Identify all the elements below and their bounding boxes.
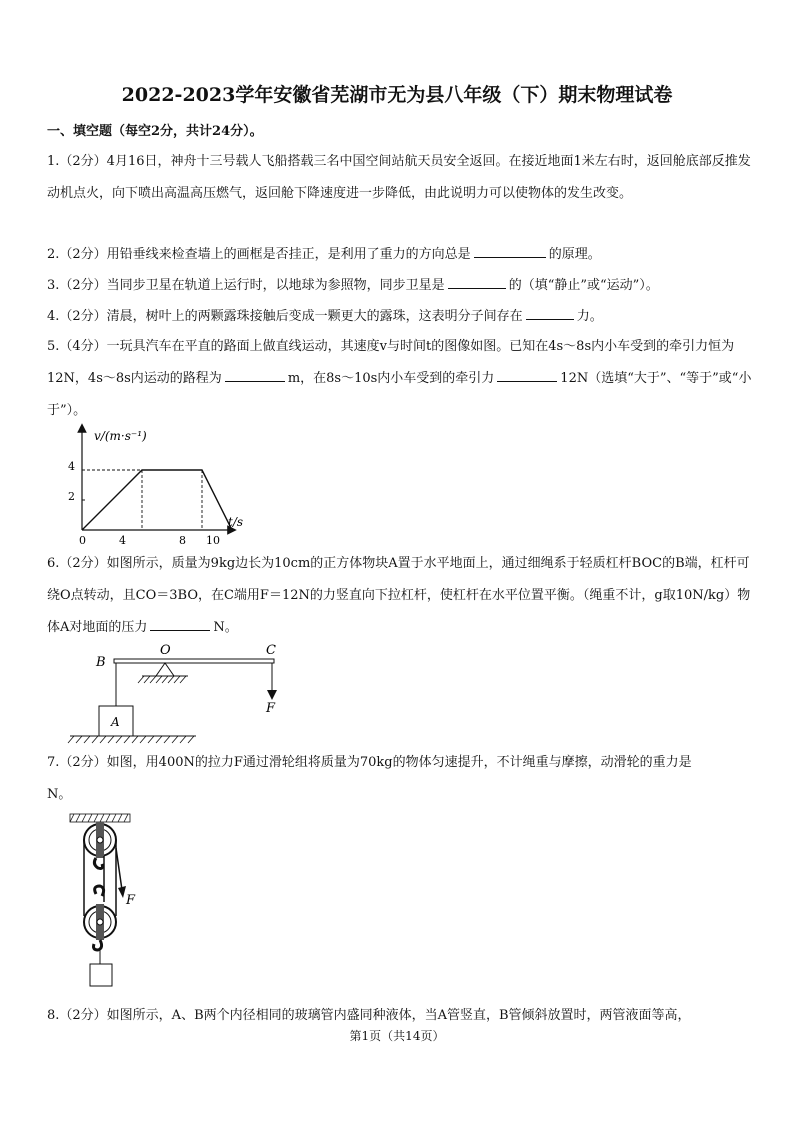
y-tick-label: 4 (68, 460, 75, 473)
question-5-mid: m，在8s～10s内小车受到的牵引力 (287, 371, 495, 386)
question-5-text: 5.（4分）一玩具汽车在平直的路面上做直线运动，其速度v与时间t的图像如图。已知在4s～8s内小车受到的牵引力恒为12N，4s～8s内运动的路程为 (47, 339, 735, 386)
label-b: B (96, 655, 106, 670)
answer-blank[interactable] (150, 616, 210, 631)
label-a: A (111, 715, 120, 729)
load-block (90, 964, 112, 986)
y-tick-label: 2 (68, 490, 75, 503)
answer-blank[interactable] (474, 243, 546, 258)
question-1-text: 1.（2分）4月16日，神舟十三号载人飞船搭载三名中国空间站航天员安全返回。在接近地面1米左右时，返回舱底部反推发动机点火，向下喷出高温高压燃气，返回舱下降速度进一步降低，由此说明力可以使物体的发生改变。 (47, 154, 751, 201)
pulley-diagram (60, 812, 150, 992)
question-6 (47, 548, 752, 644)
velocity-time-graph (60, 422, 260, 546)
question-4-text: 4.（2分）清晨，树叶上的两颗露珠接触后变成一颗更大的露珠，这表明分子间存在 (47, 309, 523, 324)
question-3-text: 3.（2分）当同步卫星在轨道上运行时，以地球为参照物，同步卫星是 (47, 278, 445, 293)
y-axis-label: v/(m·s⁻¹) (94, 429, 147, 443)
answer-blank[interactable] (526, 305, 574, 320)
question-7 (47, 747, 752, 811)
pull-rope (116, 848, 122, 890)
question-5-tail: 12N（选填“大于”、“等于”或“小于”）。 (47, 371, 752, 418)
section-heading: 一、填空题（每空2分，共计24分）。 (47, 124, 263, 139)
page-footer: 第1页（共14页） (349, 1029, 445, 1043)
label-c: C (266, 643, 276, 658)
question-2 (47, 239, 752, 271)
question-7-text: 7.（2分）如图，用400N的拉力F通过滑轮组将质量为70kg的物体匀速提升，不计绳重与摩擦，动滑轮的重力是 (47, 755, 692, 770)
question-8-text: 8.（2分）如图所示，A、B两个内径相同的玻璃管内盛同种液体，当A管竖直，B管倾斜放置时，两管液面等高， (47, 1008, 691, 1023)
page-title: 2022-2023学年安徽省芜湖市无为县八年级（下）期末物理试卷 (121, 84, 673, 106)
question-4-tail: 力。 (576, 309, 603, 324)
question-2-tail: 的原理。 (548, 247, 601, 262)
question-7-tail: N。 (47, 787, 72, 802)
label-f: F (126, 893, 136, 908)
x-axis-label: t/s (228, 515, 244, 529)
pivot-triangle (156, 663, 174, 676)
x-tick-label: 8 (179, 534, 186, 546)
x-tick-label: 0 (79, 534, 86, 546)
lever-bar (114, 659, 274, 663)
question-1 (47, 146, 752, 210)
question-6-tail: N。 (213, 620, 238, 635)
label-f: F (266, 701, 276, 716)
lever-diagram (66, 640, 296, 750)
label-o: O (160, 643, 171, 658)
question-6-text: 6.（2分）如图所示，质量为9kg边长为10cm的正方体物块A置于水平地面上，通过细绳系于轻质杠杆BOC的B端，杠杆可绕O点转动，且CO＝3BO，在C端用F＝12N的力竖直向下拉杠杆，使杠杆在水平位置平衡。（绳重不计，g取10N/kg）物体A对地面的压力 (47, 556, 751, 635)
question-5 (47, 331, 752, 427)
question-3-tail: 的（填“静止”或“运动”）。 (508, 278, 659, 293)
question-4 (47, 301, 752, 333)
answer-blank[interactable] (497, 367, 557, 382)
velocity-series-line (82, 470, 232, 530)
x-tick-label: 10 (206, 534, 220, 546)
x-tick-label: 4 (119, 534, 126, 546)
question-3 (47, 270, 752, 302)
answer-blank[interactable] (448, 274, 506, 289)
question-2-text: 2.（2分）用铅垂线来检查墙上的画框是否挂正，是利用了重力的方向总是 (47, 247, 471, 262)
answer-blank[interactable] (225, 367, 285, 382)
